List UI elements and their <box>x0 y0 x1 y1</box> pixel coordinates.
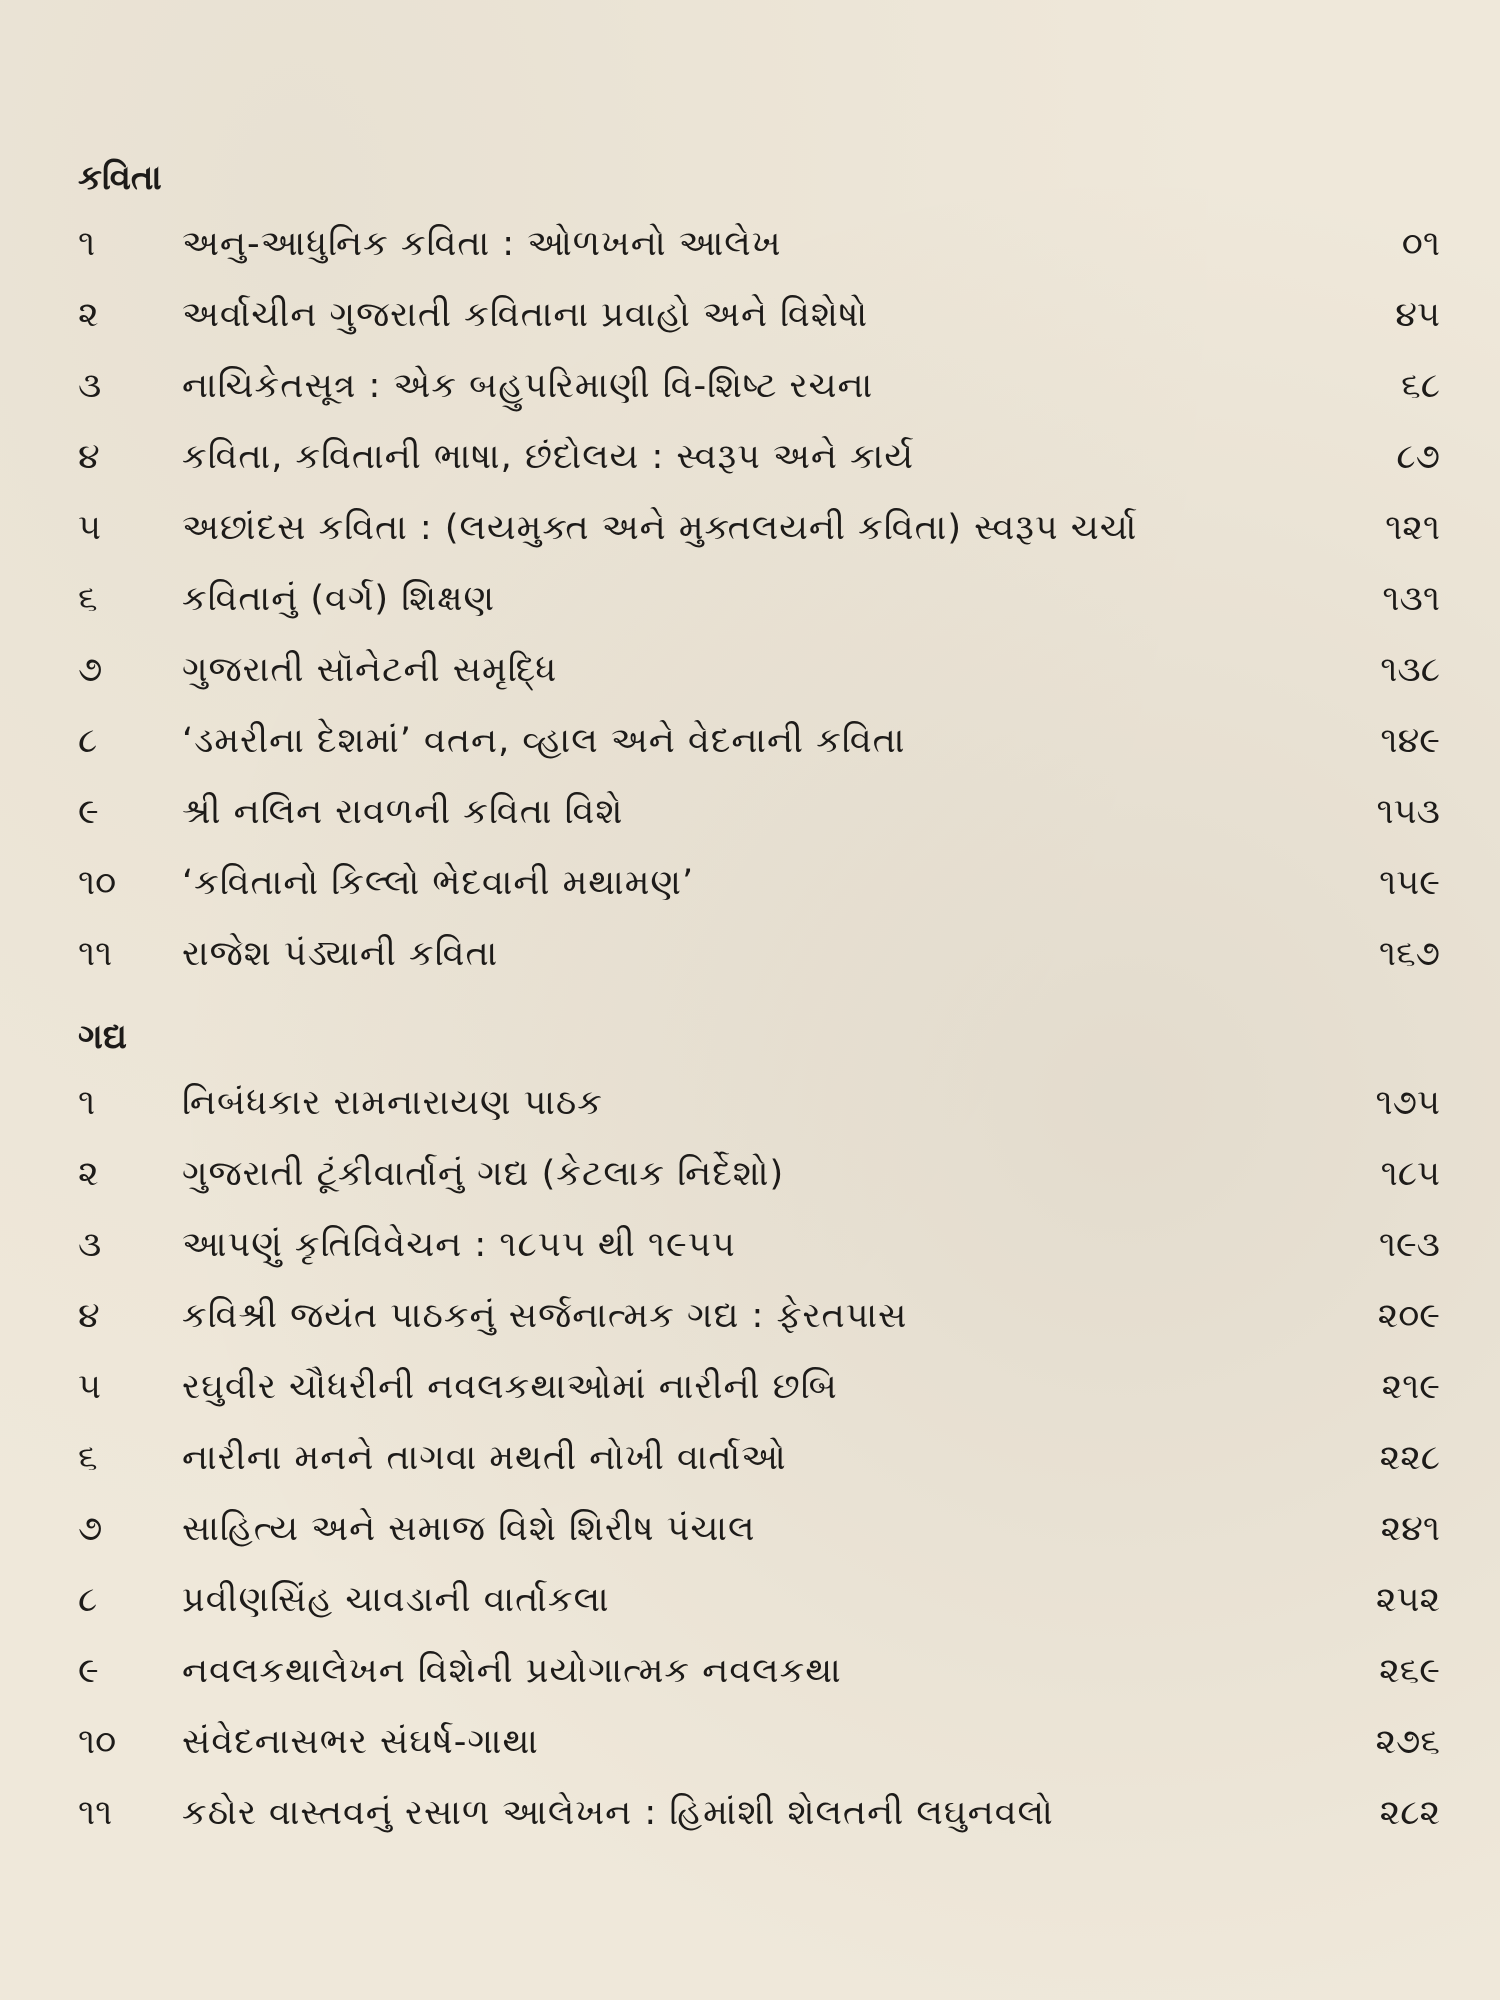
toc-entry[interactable] <box>78 492 1440 563</box>
entry-title: કઠોર વાસ્તવનું રસાળ આલેખન : હિમાંશી શેલતની લઘુનવલો <box>182 1792 1054 1833</box>
toc-entry[interactable] <box>78 1777 1440 1848</box>
toc-entry[interactable] <box>78 1209 1440 1280</box>
toc-entry[interactable] <box>78 563 1440 634</box>
section-kavita <box>78 148 1440 989</box>
entry-page-number: ૬૮ <box>1401 365 1440 406</box>
entry-page-number: ૧૨૧ <box>1385 507 1440 548</box>
toc-entry[interactable] <box>78 1280 1440 1351</box>
entry-page-number: ૧૩૧ <box>1382 578 1440 619</box>
entry-number: ૩ <box>78 1224 102 1265</box>
entry-number: ૫ <box>78 1366 101 1407</box>
toc-entry[interactable] <box>78 1422 1440 1493</box>
toc-entry[interactable] <box>78 776 1440 847</box>
entry-number: ૧૧ <box>78 933 113 974</box>
entry-page-number: ૧૪૯ <box>1380 720 1440 761</box>
entry-list <box>78 1067 1440 1848</box>
entry-number: ૫ <box>78 507 101 548</box>
toc-entry[interactable] <box>78 350 1440 421</box>
entry-title: આપણું કૃતિવિવેચન : ૧૮૫૫ થી ૧૯૫૫ <box>182 1224 736 1265</box>
toc-entry[interactable] <box>78 1706 1440 1777</box>
entry-title: ‘કવિતાનો કિલ્લો ભેદવાની મથામણ’ <box>182 862 695 903</box>
entry-page-number: ૧૮૫ <box>1380 1153 1440 1194</box>
entry-number: ૪ <box>78 1295 100 1336</box>
toc-entry[interactable] <box>78 1067 1440 1138</box>
entry-number: ૮ <box>78 720 98 761</box>
entry-title: પ્રવીણસિંહ ચાવડાની વાર્તાકલા <box>182 1579 610 1620</box>
section-heading: ગદ્ય <box>78 1017 127 1057</box>
entry-title: રઘુવીર ચૌધરીની નવલકથાઓમાં નારીની છબિ <box>182 1366 838 1407</box>
entry-title: અર્વાચીન ગુજરાતી કવિતાના પ્રવાહો અને વિશેષો <box>182 294 869 335</box>
toc-entry[interactable] <box>78 634 1440 705</box>
entry-number: ૩ <box>78 365 102 406</box>
entry-title: કવિશ્રી જયંત પાઠકનું સર્જનાત્મક ગદ્ય : ફેરતપાસ <box>182 1295 908 1336</box>
toc-entry[interactable] <box>78 279 1440 350</box>
entry-number: ૯ <box>78 1650 99 1691</box>
entry-title: ‘ડમરીના દેશમાં’ વતન, વ્હાલ અને વેદનાની કવિતા <box>182 720 906 761</box>
entry-number: ૨ <box>78 294 99 335</box>
entry-title: નારીના મનને તાગવા મથતી નોખી વાર્તાઓ <box>182 1437 787 1478</box>
toc-entry[interactable] <box>78 1635 1440 1706</box>
entry-number: ૬ <box>78 1437 98 1478</box>
toc-entry[interactable] <box>78 847 1440 918</box>
entry-page-number: ૨૧૯ <box>1381 1366 1440 1407</box>
entry-title: અછાંદસ કવિતા : (લયમુક્ત અને મુક્તલયની કવિતા) સ્વરૂપ ચર્ચા <box>182 507 1138 548</box>
toc-entry[interactable] <box>78 208 1440 279</box>
toc-entry[interactable] <box>78 1351 1440 1422</box>
section-gadya <box>78 1007 1440 1848</box>
entry-page-number: ૨૮૨ <box>1379 1792 1440 1833</box>
entry-page-number: ૨૬૯ <box>1379 1650 1440 1691</box>
entry-number: ૭ <box>78 649 103 690</box>
entry-number: ૧ <box>78 1082 96 1123</box>
entry-title: સાહિત્ય અને સમાજ વિશે શિરીષ પંચાલ <box>182 1508 756 1549</box>
entry-title: ગુજરાતી સૉનેટની સમૃદ્ધિ <box>182 649 558 690</box>
entry-page-number: ૧૩૮ <box>1380 649 1440 690</box>
entry-title: કવિતા, કવિતાની ભાષા, છંદોલય : સ્વરૂપ અને કાર્ય <box>182 436 915 477</box>
entry-number: ૮ <box>78 1579 98 1620</box>
entry-page-number: ૧૫૯ <box>1379 862 1440 903</box>
toc-entry[interactable] <box>78 1138 1440 1209</box>
section-heading: કવિતા <box>78 158 162 198</box>
entry-number: ૯ <box>78 791 99 832</box>
entry-title: નાચિકેતસૂત્ર : એક બહુપરિમાણી વિ-શિષ્ટ રચના <box>182 365 874 406</box>
entry-title: સંવેદનાસભર સંઘર્ષ-ગાથા <box>182 1721 539 1762</box>
entry-number: ૧૦ <box>78 862 117 903</box>
toc-entry[interactable] <box>78 421 1440 492</box>
toc-entry[interactable] <box>78 705 1440 776</box>
toc-entry[interactable] <box>78 1493 1440 1564</box>
entry-number: ૧૦ <box>78 1721 117 1762</box>
entry-page-number: ૨૭૬ <box>1375 1721 1440 1762</box>
entry-title: શ્રી નલિન રાવળની કવિતા વિશે <box>182 791 624 832</box>
entry-page-number: ૨૪૧ <box>1380 1508 1440 1549</box>
entry-number: ૧૧ <box>78 1792 113 1833</box>
entry-page-number: ૧૫૩ <box>1376 791 1440 832</box>
entry-page-number: ૨૫૨ <box>1375 1579 1440 1620</box>
entry-number: ૨ <box>78 1153 99 1194</box>
entry-page-number: ૮૭ <box>1396 436 1440 477</box>
entry-title: કવિતાનું (વર્ગ) શિક્ષણ <box>182 578 496 619</box>
entry-number: ૬ <box>78 578 98 619</box>
entry-title: ગુજરાતી ટૂંકીવાર્તાનું ગદ્ય (કેટલાક નિર્દેશો) <box>182 1153 785 1194</box>
entry-page-number: ૧૭૫ <box>1375 1082 1440 1123</box>
entry-title: નિબંધકાર રામનારાયણ પાઠક <box>182 1082 603 1123</box>
entry-page-number: ૧૬૭ <box>1378 933 1440 974</box>
table-of-contents <box>78 148 1440 1848</box>
entry-title: નવલકથાલેખન વિશેની પ્રયોગાત્મક નવલકથા <box>182 1650 842 1691</box>
entry-title: રાજેશ પંડ્યાની કવિતા <box>182 933 499 974</box>
entry-page-number: ૪૫ <box>1395 294 1440 335</box>
entry-page-number: ૦૧ <box>1401 223 1440 264</box>
entry-number: ૭ <box>78 1508 103 1549</box>
toc-entry[interactable] <box>78 918 1440 989</box>
entry-page-number: ૧૯૩ <box>1378 1224 1440 1265</box>
entry-number: ૧ <box>78 223 96 264</box>
toc-entry[interactable] <box>78 1564 1440 1635</box>
entry-page-number: ૨૦૯ <box>1377 1295 1440 1336</box>
entry-title: અનુ-આધુનિક કવિતા : ઓળખનો આલેખ <box>182 223 782 264</box>
entry-page-number: ૨૨૮ <box>1379 1437 1440 1478</box>
entry-list <box>78 208 1440 989</box>
entry-number: ૪ <box>78 436 100 477</box>
